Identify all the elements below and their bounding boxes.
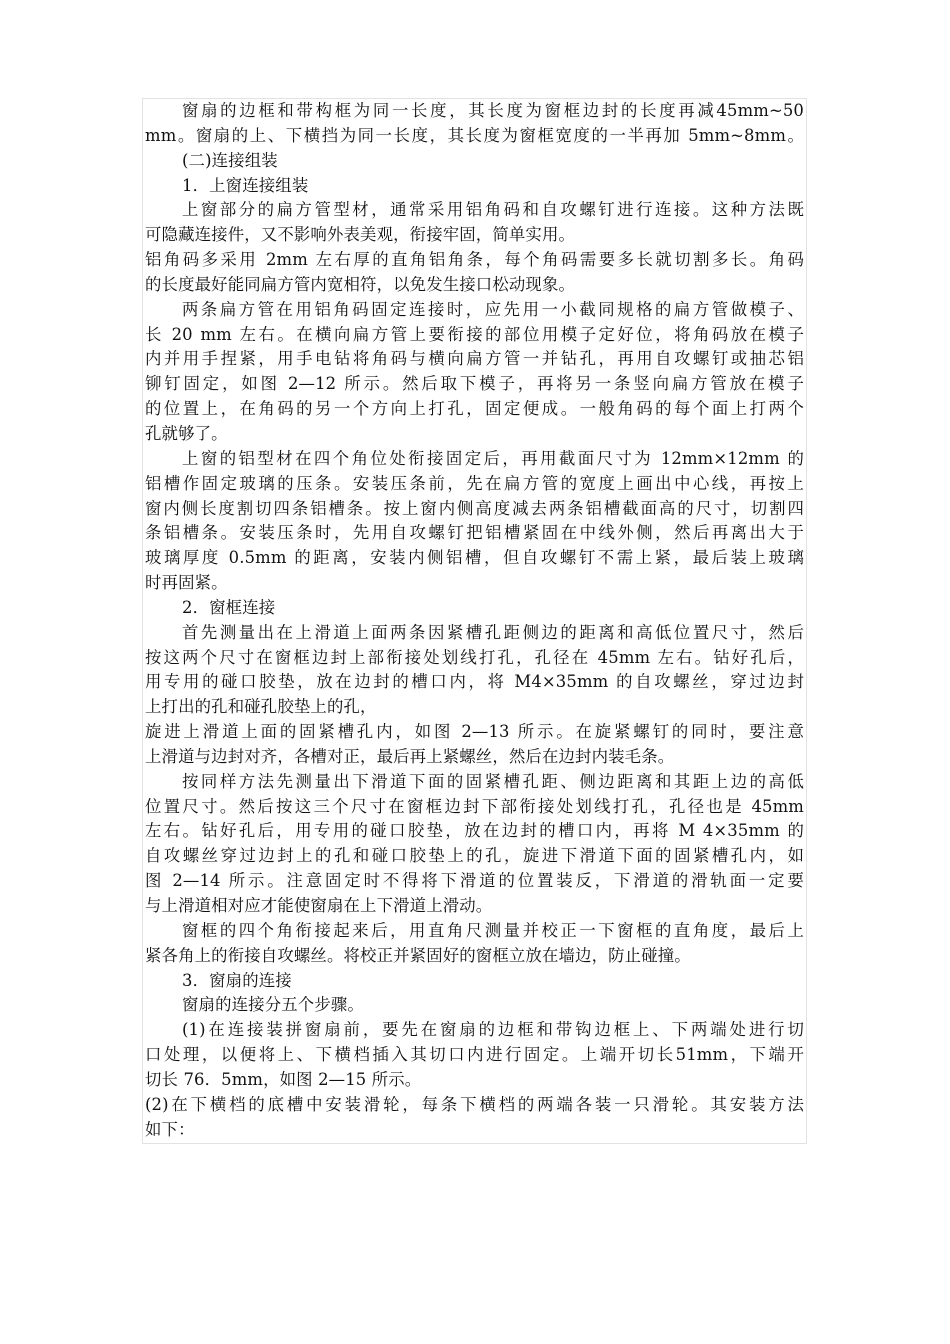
paragraph-line: 如下： [145,1119,195,1139]
paragraph-line: 长 20 mm 左右。在横向扁方管上要衔接的部位用模子定好位，将角码放在模子 [145,324,804,344]
paragraph-line: 条铝槽条。安装压条时，先用自攻螺钉把铝槽紧固在中线外侧，然后再离出大于 [145,523,804,543]
paragraph-line: 旋进上滑道上面的固紧槽孔内，如图 2—13 所示。在旋紧螺钉的同时，要注意 [145,722,804,742]
paragraph-line: (2)在下横档的底槽中安装滑轮，每条下横档的两端各装一只滑轮。其安装方法 [145,1094,804,1114]
paragraph-line: (1)在连接装拼窗扇前，要先在窗扇的边框和带钩边框上、下两端处进行切 [182,1020,804,1040]
paragraph-line: 两条扁方管在用铝角码固定连接时，应先用一小截同规格的扁方管做模子、 [182,299,804,319]
subsection-heading: 1．上窗连接组装 [182,175,309,195]
paragraph-line: 铝角码多采用 2mm 左右厚的直角铝角条，每个角码需要多长就切割多长。角码 [145,250,804,270]
paragraph-line: 位置尺寸。然后按这三个尺寸在窗框边封下部衔接处划线打孔，孔径也是 45mm [145,796,804,816]
document-text-block [142,98,807,1144]
paragraph-line: 的长度最好能同扁方管内宽相符，以免发生接口松动现象。 [145,274,576,294]
paragraph-line: 玻璃厚度 0.5mm 的距离，安装内侧铝槽，但自攻螺钉不需上紧，最后装上玻璃 [145,548,804,568]
paragraph-line: 窗框的四个角衔接起来后，用直角尺测量并校正一下窗框的直角度，最后上 [182,920,804,940]
paragraph-line: 铆钉固定，如图 2—12 所示。然后取下模子，再将另一条竖向扁方管放在模子 [145,374,804,394]
section-heading: (二)连接组装 [182,150,278,170]
paragraph-line: 上窗部分的扁方管型材，通常采用铝角码和自攻螺钉进行连接。这种方法既 [182,200,804,220]
paragraph-line: mm。窗扇的上、下横挡为同一长度，其长度为窗框宽度的一半再加 5mm~8mm。 [145,125,804,145]
paragraph-line: 自攻螺丝穿过边封上的孔和碰口胶垫上的孔，旋进下滑道下面的固紧槽孔内，如 [145,846,804,866]
paragraph-line: 左右。钻好孔后，用专用的碰口胶垫，放在边封的槽口内，再将 M 4×35mm 的 [145,821,804,841]
paragraph-line: 上滑道与边封对齐，各槽对正，最后再上紧螺丝，然后在边封内装毛条。 [145,746,675,766]
paragraph-line: 按这两个尺寸在窗框边封上部衔接处划线打孔，孔径在 45mm 左右。钻好孔后， [145,647,804,667]
paragraph-line: 铝槽作固定玻璃的压条。安装压条前，先在扁方管的宽度上画出中心线，再按上 [145,473,804,493]
subsection-heading: 2．窗框连接 [182,597,276,617]
subsection-heading: 3．窗扇的连接 [182,970,292,990]
paragraph-line: 内并用手捏紧，用手电钻将角码与横向扁方管一并钻孔，再用自攻螺钉或抽芯铝 [145,349,804,369]
paragraph-line: 按同样方法先测量出下滑道下面的固紧槽孔距、侧边距离和其距上边的高低 [182,771,804,791]
paragraph-line: 窗内侧长度割切四条铝槽条。按上窗内侧高度减去两条铝槽截面高的尺寸，切割四 [145,498,804,518]
paragraph-line: 图 2—14 所示。注意固定时不得将下滑道的位置装反，下滑道的滑轨面一定要 [145,871,804,891]
paragraph-line: 孔就够了。 [145,423,228,443]
paragraph-line: 与上滑道相对应才能使窗扇在上下滑道上滑动。 [145,896,493,915]
paragraph-line: 用专用的碰口胶垫，放在边封的槽口内，将 M4×35mm 的自攻螺丝，穿过边封 [145,672,804,692]
paragraph-line: 上打出的孔和碰孔胶垫上的孔， [145,697,377,717]
paragraph-line: 口处理，以便将上、下横档插入其切口内进行固定。上端开切长51mm，下端开 [145,1045,804,1065]
paragraph-line: 的位置上，在角码的另一个方向上打孔，固定便成。一般角码的每个面上打两个 [145,399,804,419]
paragraph-line: 切长 76．5mm，如图 2—15 所示。 [145,1069,422,1089]
paragraph-line: 可隐藏连接件，又不影响外表美观，衔接牢固，简单实用。 [145,225,576,245]
paragraph-line: 窗扇的连接分五个步骤。 [182,995,364,1015]
paragraph-line: 上窗的铝型材在四个角位处衔接固定后，再用截面尺寸为 12mm×12mm 的 [182,448,804,468]
paragraph-line: 首先测量出在上滑道上面两条因紧槽孔距侧边的距离和高低位置尺寸，然后 [182,622,804,642]
paragraph-line: 窗扇的边框和带构框为同一长度，其长度为窗框边封的长度再减45mm~50 [182,101,804,120]
paragraph-line: 时再固紧。 [145,573,228,593]
paragraph-line: 紧各角上的衔接自攻螺丝。将校正并紧固好的窗框立放在墙边，防止碰撞。 [145,945,691,965]
